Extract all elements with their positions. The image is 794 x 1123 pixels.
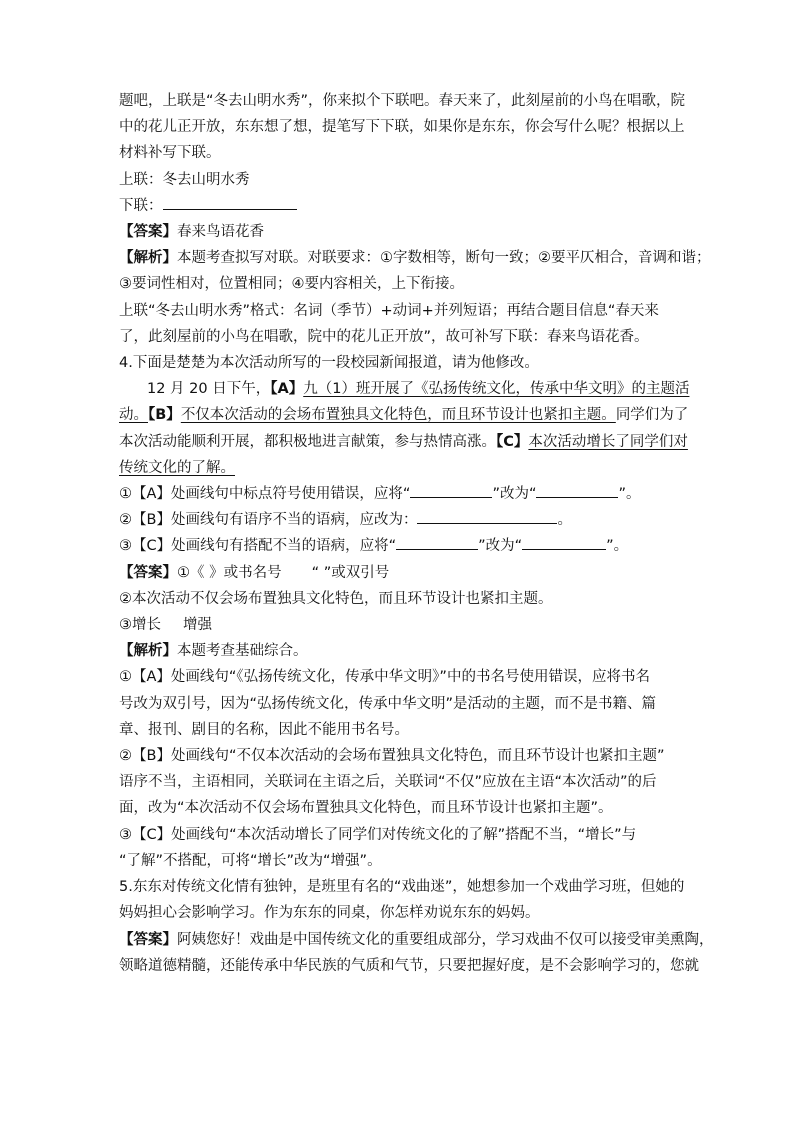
text-line: 号改为双引号，因为“弘扬传统文化，传承中华文明”是活动的主题，而不是书籍、篇	[119, 695, 657, 712]
marker-c: 【C】	[496, 433, 529, 450]
answer-tag: 【答案】	[119, 931, 177, 948]
text-line: 材料补写下联。	[119, 145, 221, 162]
analysis-line	[119, 638, 679, 664]
subquestion-text: ”。	[618, 486, 641, 503]
text-line: 语序不当，主语相同，关联词在主语之后，关联词“不仅”应放在主语“本次活动”的后	[119, 774, 657, 791]
subquestion-1	[119, 481, 679, 507]
news-line	[119, 402, 689, 428]
answer-text: 增强	[183, 617, 212, 634]
answer-blank[interactable]	[522, 535, 606, 550]
document-page	[119, 88, 714, 979]
analysis-tag: 【解析】	[119, 250, 177, 267]
answer-tag: 【答案】	[119, 224, 177, 241]
answer-line	[119, 612, 679, 638]
text-line: ①【A】处画线句“《弘扬传统文化，传承中华文明》”中的书名号使用错误，应将书名	[119, 669, 650, 686]
analysis-text: 本题考查拟写对联。对联要求：①字数相等，断句一致；②要平仄相合，音调和谐；	[177, 250, 711, 267]
text-line: 妈妈担心会影响学习。作为东东的同桌，你怎样劝说东东的妈妈。	[119, 905, 540, 922]
answer-text: ①《 》或书名号	[177, 564, 282, 581]
question-5-title: 5.东东对传统文化情有独钟，是班里有名的“戏曲迷”，她想参加一个戏曲学习班，但她的	[119, 879, 685, 896]
underlined-sentence-b: 不仅本次活动的会场布置独具文化特色，而且环节设计也紧扣主题。	[180, 407, 616, 424]
subquestion-2	[119, 507, 679, 533]
news-line	[119, 429, 688, 455]
question-4-title: 4.下面是楚楚为本次活动所写的一段校园新闻报道，请为他修改。	[119, 355, 539, 372]
analysis-line	[119, 245, 711, 271]
lower-couplet-label: 下联：	[119, 197, 163, 214]
text-line: 章、报刊、剧目的名称，因此不能用书名号。	[119, 721, 409, 738]
answer-blank[interactable]	[163, 195, 297, 210]
news-text: 本次活动能顺利开展，都积极地进言献策，参与热情高涨。	[119, 433, 496, 450]
subquestion-text: ②【B】处画线句有语序不当的语病，应改为：	[119, 512, 418, 529]
marker-a: 【A】	[270, 381, 304, 398]
analysis-tag: 【解析】	[119, 643, 177, 660]
news-line	[119, 376, 690, 402]
analysis-text: 本题考查基础综合。	[177, 643, 308, 660]
text-line: 面，改为“本次活动不仅会场布置独具文化特色，而且环节设计也紧扣主题”。	[119, 800, 613, 817]
subquestion-text: ”。	[606, 538, 629, 555]
underlined-sentence-a: 九（1）班开展了《弘扬传统文化，传承中华文明》的主题活	[303, 381, 690, 398]
text-line: ②【B】处画线句“不仅本次活动的会场布置独具文化特色，而且环节设计也紧扣主题”	[119, 748, 665, 765]
underlined-sentence-c: 本次活动增长了同学们对	[528, 433, 688, 450]
text-line: 中的花儿正开放，东东想了想，提笔写下下联，如果你是东东，你会写什么呢？根据以上	[119, 119, 685, 136]
answer-line	[119, 219, 679, 245]
lower-couplet-line	[119, 193, 679, 219]
answer-text: 春来鸟语花香	[177, 224, 264, 241]
news-line	[119, 455, 679, 481]
answer-blank[interactable]	[417, 509, 557, 524]
text-line: 题吧，上联是“冬去山明水秀”，你来拟个下联吧。春天来了，此刻屋前的小鸟在唱歌，院	[119, 93, 686, 109]
underlined-sentence-c: 传统文化的了解。	[119, 459, 235, 476]
answer-line	[119, 560, 679, 586]
answer-text: ③增长	[119, 617, 161, 634]
text-line: 了，此刻屋前的小鸟在唱歌，院中的花儿正开放”，故可补写下联：春来鸟语花香。	[119, 328, 649, 345]
subquestion-text: ①【A】处画线句中标点符号使用错误，应将“	[119, 486, 411, 503]
answer-blank[interactable]	[536, 483, 618, 498]
underlined-sentence-a: 动。	[119, 407, 148, 424]
upper-couplet: 上联：冬去山明水秀	[119, 171, 250, 188]
subquestion-text: ③【C】处画线句有搭配不当的语病，应将“	[119, 538, 397, 555]
text-line: “了解”不搭配，可将“增长”改为“增强”。	[119, 852, 382, 869]
answer-tag: 【答案】	[119, 564, 177, 581]
marker-b: 【B】	[148, 407, 181, 424]
answer-text: 阿姨您好！戏曲是中国传统文化的重要组成部分，学习戏曲不仅可以接受审美熏陶，	[177, 931, 714, 948]
text-line: 领略道德精髓，还能传承中华民族的气质和气节，只要把握好度，是不会影响学习的，您就	[119, 957, 699, 974]
news-text: 12 月 20 日下午，	[147, 381, 271, 398]
answer-line	[119, 927, 714, 953]
answer-blank[interactable]	[410, 483, 492, 498]
text-line: ②本次活动不仅会场布置独具文化特色，而且环节设计也紧扣主题。	[119, 590, 553, 607]
text-line: ③【C】处画线句“本次活动增长了同学们对传统文化的了解”搭配不当，“增长”与	[119, 826, 637, 843]
text-line: ③要词性相对，位置相同；④要内容相关，上下衔接。	[119, 276, 464, 293]
text-line: 上联“冬去山明水秀”格式：名词（季节）+动词+并列短语；再结合题目信息“春天来	[119, 302, 659, 319]
news-text: 同学们为了	[615, 407, 689, 424]
subquestion-text: 。	[557, 512, 572, 529]
subquestion-text: ”改为“	[492, 486, 537, 503]
subquestion-text: ”改为“	[478, 538, 523, 555]
answer-text: “ ”或双引号	[311, 564, 390, 581]
subquestion-3	[119, 533, 679, 559]
answer-blank[interactable]	[396, 535, 478, 550]
